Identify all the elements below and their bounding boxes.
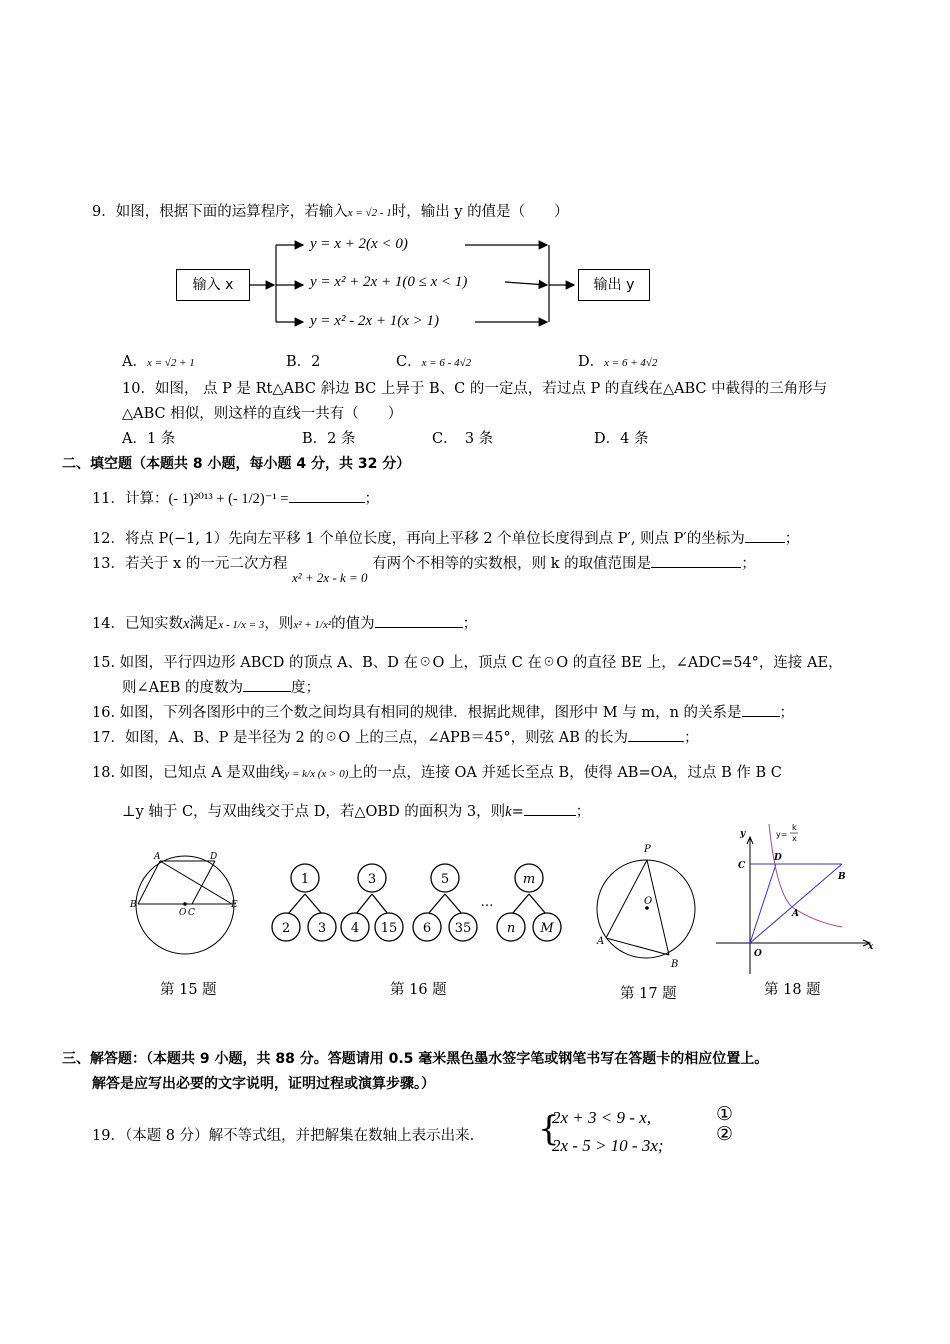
- label-O: O: [179, 908, 187, 918]
- branch-1: y = x + 2(x < 0): [310, 236, 408, 252]
- q18-answer-blank: [524, 801, 576, 816]
- q13: 13．若关于 x 的一元二次方程 x² + 2x - k = 0 有两个不相等的实数根，则 k 的取值范围是 ；: [92, 552, 756, 573]
- q16-answer-blank: [742, 702, 780, 717]
- q17: 17．如图，A、B、P 是半径为 2 的☉O 上的三点，∠APB＝45°，则弦 AB 的长为 ；: [92, 726, 698, 747]
- section2-heading: 二、填空题（本题共 8 小题，每小题 4 分，共 32 分）: [62, 456, 411, 472]
- q19-mark1: ①: [716, 1103, 734, 1125]
- q10-line2: △ABC 相似，则这样的直线一共有（ ）: [122, 406, 403, 422]
- q15-answer-blank: [243, 677, 291, 692]
- f16-g4-left: n: [506, 921, 516, 936]
- hyperbola-curve: [769, 824, 842, 927]
- label-y: y: [740, 829, 746, 839]
- f16-g2-left: 4: [350, 921, 360, 936]
- label-x: x: [868, 942, 874, 952]
- label-A: A: [792, 909, 799, 919]
- q19-mark2: ②: [716, 1123, 734, 1145]
- f16-g1-right: 3: [317, 921, 327, 936]
- q14-answer-blank: [375, 613, 463, 628]
- label-A: A: [597, 936, 605, 947]
- q18-line1: 18. 如图，已知点 A 是双曲线y = k/x (x > 0)上的一点，连接 OA 并延长至点 B，使得 AB=OA，过点 B 作 B C: [92, 765, 782, 781]
- f16-g1-left: 2: [281, 921, 291, 936]
- label-E: E: [231, 900, 238, 910]
- f16-g1-top: 1: [300, 872, 310, 887]
- f16-g4-top: m: [522, 872, 536, 887]
- f16-g4-right: M: [540, 921, 554, 936]
- caption-15: 第 15 题: [160, 982, 217, 998]
- branch-2: y = x² + 2x + 1(0 ≤ x < 1): [310, 274, 468, 290]
- q10-option-b: B．2 条: [302, 431, 356, 447]
- label-D: D: [210, 852, 218, 862]
- func-y: y=: [776, 830, 788, 839]
- q16: 16. 如图，下列各图形中的三个数之间均具有相同的规律．根据此规律，图形中 M 与 m，n 的关系是 ；: [92, 701, 794, 722]
- label-C: C: [738, 861, 746, 871]
- q11-expression: (- 1)²⁰¹³ + (- 1/2)⁻¹ =: [168, 491, 289, 507]
- q9-option-d: D．x = 6 + 4√2: [578, 354, 658, 370]
- q9-option-c: C．x = 6 - 4√2: [396, 354, 472, 370]
- q14-expr2: x² + 1/x²: [293, 619, 332, 631]
- q18-hyperbola: y = k/x (x > 0): [284, 768, 349, 780]
- q14-expr1: x - 1/x = 3: [218, 619, 265, 631]
- caption-16: 第 16 题: [390, 982, 447, 998]
- q19-ineq1: 2x + 3 < 9 - x,: [552, 1108, 651, 1127]
- figure-15: [126, 846, 244, 958]
- q9-stem: [92, 200, 569, 221]
- q9-condition: x = √2 - 1: [347, 207, 392, 219]
- func-x: x: [792, 834, 797, 843]
- label-P: P: [644, 844, 651, 855]
- section3-heading-line2: 解答是应写出必要的文字说明，证明过程或演算步骤。）: [92, 1076, 435, 1092]
- branch-3: y = x² - 2x + 1(x > 1): [310, 313, 439, 329]
- q9-option-a: A．x = √2 + 1: [122, 354, 195, 370]
- q17-answer-blank: [628, 727, 684, 742]
- q10-option-d: D．4 条: [594, 431, 649, 447]
- q13-answer-blank: [651, 553, 741, 568]
- q15-line2: 则∠AEB 的度数为 度；: [122, 676, 320, 697]
- q12: 12．将点 P(−1, 1）先向左平移 1 个单位长度，再向上平移 2 个单位长度得到点 P′, 则点 P′的坐标为 ；: [92, 527, 799, 548]
- q9-option-b: B．2: [286, 354, 321, 370]
- func-k: k: [792, 823, 797, 832]
- figure-18: [714, 822, 878, 982]
- label-D: D: [774, 853, 782, 863]
- f16-g3-top: 5: [440, 872, 450, 887]
- label-O: O: [644, 896, 653, 907]
- q11: 11．计算：(- 1)²⁰¹³ + (- 1/2)⁻¹ = ；: [92, 487, 379, 508]
- label-C: C: [188, 908, 195, 918]
- q11-answer-blank: [289, 488, 365, 503]
- label-B: B: [838, 872, 846, 882]
- q13-equation: x² + 2x - k = 0: [291, 570, 368, 585]
- f16-g3-left: 6: [422, 921, 432, 936]
- input-box: 输入 x: [176, 269, 250, 301]
- q14: 14．已知实数x满足x - 1/x = 3，则x² + 1/x²的值为 ；: [92, 612, 477, 633]
- f16-g2-right: 15: [380, 921, 398, 936]
- q19-ineq2: 2x - 5 > 10 - 3x;: [552, 1136, 664, 1155]
- q19-stem: 19．（本题 8 分）解不等式组，并把解集在数轴上表示出来.: [92, 1128, 475, 1144]
- figure-16: [268, 852, 564, 948]
- figure-17: [590, 838, 702, 972]
- f16-g2-top: 3: [367, 872, 377, 887]
- q18-line2: ⊥y 轴于 C，与双曲线交于点 D，若△OBD 的面积为 3，则k= ；: [122, 800, 590, 821]
- q12-answer-blank: [745, 528, 785, 543]
- f16-g3-right: 35: [454, 921, 472, 936]
- label-O: O: [754, 949, 762, 959]
- q10-option-c: C． 3 条: [432, 431, 494, 447]
- section3-heading-line1: 三、解答题：（本题共 9 小题，共 88 分。答题请用 0.5 毫米黑色墨水签字笔或钢笔书写在答题卡的相应位置上。: [62, 1051, 769, 1067]
- q9-suffix: 时，输出 y 的值是（ ）: [391, 204, 569, 220]
- q10-option-a: A．1 条: [122, 431, 176, 447]
- label-B: B: [671, 959, 679, 970]
- q19-brace: {: [538, 1109, 560, 1149]
- q9-prefix: 9．如图，根据下面的运算程序，若输入: [92, 204, 348, 220]
- f16-ellipsis: …: [480, 895, 494, 910]
- q15-line1: 15. 如图，平行四边形 ABCD 的顶点 A、B、D 在☉O 上，顶点 C 在☉O 的直径 BE 上，∠ADC=54°，连接 AE，: [92, 655, 843, 671]
- caption-17: 第 17 题: [620, 986, 677, 1002]
- output-box: 输出 y: [578, 269, 650, 301]
- label-A: A: [154, 852, 161, 862]
- q10-line1: 10．如图， 点 P 是 Rt△ABC 斜边 BC 上异于 B、C 的一定点，若过点 P 的直线在△ABC 中截得的三角形与: [122, 381, 828, 397]
- caption-18: 第 18 题: [764, 982, 821, 998]
- label-B: B: [130, 900, 137, 910]
